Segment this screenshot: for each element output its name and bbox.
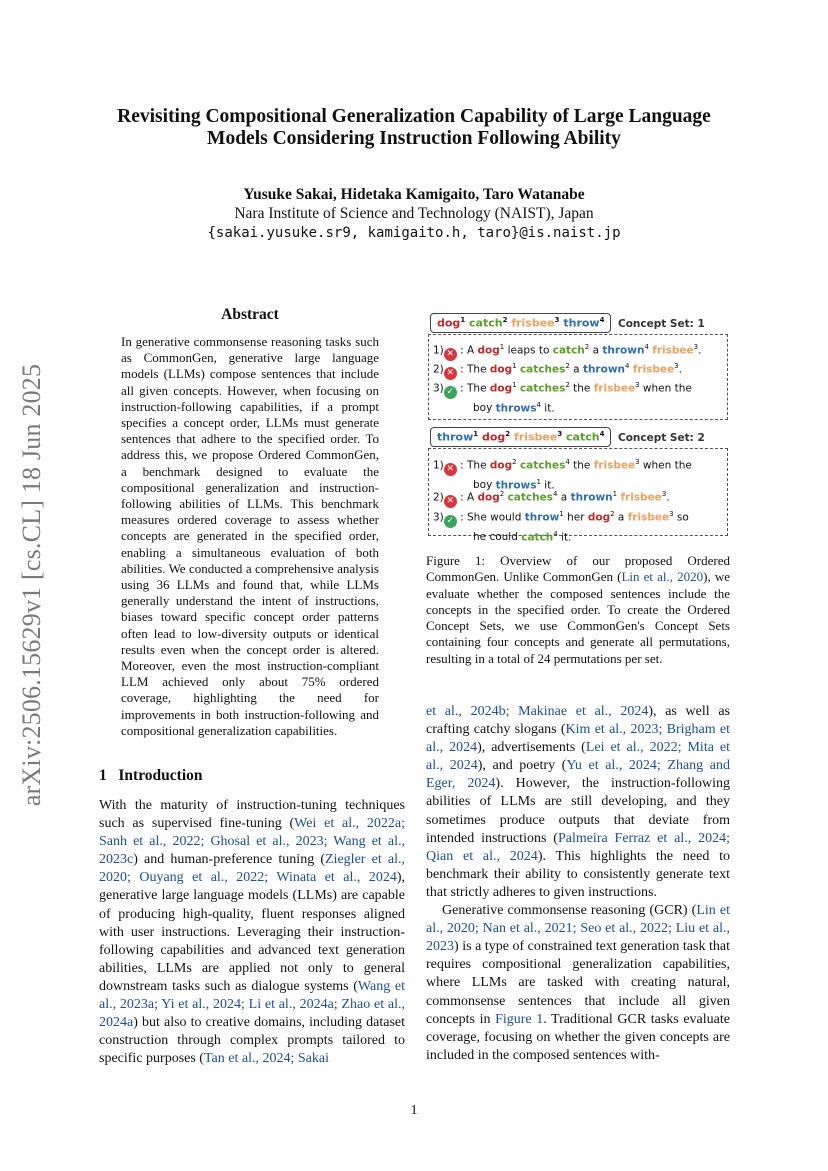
num: 1) <box>433 344 444 357</box>
set1-sentence-1 <box>433 341 701 361</box>
sup: 2 <box>505 430 511 438</box>
caption-text-1: Figure 1: Overview of our proposed Ordered CommonGen. Unlike CommonGen ( <box>426 553 730 585</box>
concept-frisbee: frisbee <box>511 316 555 330</box>
t: a <box>557 491 571 504</box>
sup: 1 <box>559 510 564 518</box>
affiliation: Nara Institute of Science and Technology (NAIST), Japan <box>234 205 594 222</box>
t: . <box>678 363 682 376</box>
citation-link[interactable]: Wang et al., 2023a; Yi et al., 2024; Li et al., 2024a; Zhao et al., 2024a <box>99 978 405 1031</box>
w: dog <box>489 363 513 376</box>
citation-link[interactable]: Ziegler et al., 2020; Ouyang et al., 2022; Winata et al., 2024 <box>99 852 405 886</box>
citation-link[interactable]: Lin et al., 2020; Nan et al., 2021; Seo et al., 2022; Liu et al., 2023 <box>426 903 730 955</box>
paper-title <box>100 106 728 150</box>
w: frisbee <box>652 344 694 357</box>
concept-frisbee: frisbee <box>513 430 558 444</box>
sup: 2 <box>512 458 517 466</box>
sup: 2 <box>499 490 505 498</box>
w: thrown <box>602 344 645 357</box>
w: frisbee <box>620 491 662 504</box>
sup: 1 <box>612 490 618 498</box>
concept-set-2-label: Concept Set: 2 <box>618 432 705 444</box>
section-heading-introduction <box>99 767 203 785</box>
check-icon: ✓ <box>444 386 457 399</box>
t: it. <box>557 531 572 543</box>
intro-text-1: With the maturity of instruction-tuning techniques such as supervised fine-tuning ( <box>99 798 405 832</box>
set1-sentence-3 <box>433 379 692 416</box>
concept-catch: catch <box>469 316 503 330</box>
sup: 4 <box>536 400 541 409</box>
sup: 3 <box>557 430 563 438</box>
sup: 3 <box>669 510 674 518</box>
w: dog <box>489 459 513 472</box>
w: throw <box>524 511 560 524</box>
sup: 2 <box>502 316 508 324</box>
concept-throw: throw <box>437 430 474 444</box>
w: thrown <box>582 363 625 376</box>
w: frisbee <box>627 511 670 524</box>
t: ), as well as crafting catchy slogans ( <box>426 704 730 738</box>
w: dog <box>489 382 513 395</box>
t: Generative commonsense reasoning (GCR) ( <box>442 903 697 919</box>
sup: 3 <box>554 316 560 324</box>
citation-link[interactable]: Kim et al., 2023; Brigham et al., 2024 <box>426 722 730 756</box>
cross-icon: ✕ <box>444 367 457 380</box>
sup: 3 <box>661 490 667 498</box>
num: 3) <box>433 511 444 524</box>
sup: 4 <box>599 430 605 438</box>
w: dog <box>587 511 611 524</box>
t: : She would <box>456 511 525 524</box>
w: throws <box>495 479 537 491</box>
t: he could <box>473 531 522 543</box>
sup: 4 <box>552 490 558 498</box>
citation-link[interactable]: et al., 2024b; Makinae et al., 2024 <box>426 704 649 719</box>
w: dog <box>477 491 500 504</box>
sup: 2 <box>584 343 590 351</box>
sup: 3 <box>693 343 699 351</box>
w: frisbee <box>632 363 675 376</box>
sup: 3 <box>674 362 679 370</box>
t: it. <box>540 402 555 414</box>
t: : The <box>456 382 490 395</box>
concept-set-1-label: Concept Set: 1 <box>618 318 705 330</box>
abstract-heading: Abstract <box>221 306 279 323</box>
concept-dog: dog <box>481 430 506 444</box>
concept-set-1-box <box>430 313 611 333</box>
t: ) is a type of constrained text generation task that requires compositional generalization capabilities, where LLMs are tasked with creating natural, commonsense sentences that include all given concepts in <box>426 939 730 1027</box>
concept-set-2-box <box>430 427 611 447</box>
t: . Traditional GCR tasks evaluate coverage, focusing on whether the given concepts are included in the composed sentences with- <box>426 1011 730 1063</box>
set2-sentence-3 <box>433 508 689 545</box>
intro-text-2: ) and human-preference tuning ( <box>133 852 326 868</box>
t: it. <box>540 479 555 491</box>
citation-link[interactable]: Yu et al., 2024; Zhang and Eger, 2024 <box>426 758 730 792</box>
sup: 2 <box>565 362 570 370</box>
concept-throw: throw <box>563 316 600 330</box>
w: frisbee <box>593 382 636 395</box>
authors: Yusuke Sakai, Hidetaka Kamigaito, Taro Watanabe <box>243 186 585 203</box>
set1-sentence-2 <box>433 360 682 380</box>
right-paragraph-1 <box>426 704 730 900</box>
caption-text-2: ), we evaluate whether the composed sentences include the concepts in the specified order. To create the Ordered Concept Sets, we use CommonGen's Concept Sets containing four concepts and generate all permutations, resulting in a total of 24 permutations per set. <box>426 569 730 666</box>
w: catch <box>552 344 585 357</box>
t: her <box>563 511 588 524</box>
t: when the <box>639 459 692 472</box>
w: catches <box>519 363 566 376</box>
introduction-paragraph <box>99 797 405 1068</box>
set2-sentence-2 <box>433 488 670 508</box>
t: ). However, the instruction-following abilities of LLMs are still developing, and they sometimes produce outputs that deviate from intended instructions ( <box>426 776 730 846</box>
sup: 4 <box>565 458 570 466</box>
t: : A <box>456 491 478 504</box>
figure-caption <box>426 553 730 667</box>
t: ), and poetry ( <box>477 758 567 774</box>
check-icon: ✓ <box>444 515 457 528</box>
abstract-text: In generative commonsense reasoning tasks such as CommonGen, generative large language models (LLMs) compose sentences that include all given concepts. However, when focusing on instruction-following capabilities, if a prompt specifies a concept order, LLMs must generate sentences that adhere to the specified order. To address this, we propose Ordered CommonGen, a benchmark designed to evaluate the compositional generalization and instruction-following abilities of LLMs. This benchmark measures ordered coverage to assess whether concepts are generated in the specified order, enabling a simultaneous evaluation of both abilities. We conducted a comprehensive analysis using 36 LLMs and found that, while LLMs generally understand the intent of instructions, biases toward specific concept order patterns often lead to low-diversity outputs or identical results even when the concept order is altered. Moreover, even the most instruction-compliant LLM achieved only about 75% ordered coverage, highlighting the need for improvements in both instruction-following and compositional generalization capabilities. <box>121 334 379 738</box>
num: 2) <box>433 491 444 504</box>
sup: 1 <box>473 430 479 438</box>
num: 3) <box>433 382 444 395</box>
figure-reference-link[interactable]: Figure 1 <box>495 1011 544 1027</box>
arxiv-id-text: arXiv:2506.15629v1 [cs.CL] 18 Jun 2025 <box>17 363 46 807</box>
sup: 3 <box>635 381 640 389</box>
citation-link[interactable]: Lei et al., 2022; Mita et al., 2024 <box>426 740 730 774</box>
section-title: Introduction <box>118 767 203 784</box>
sup: 4 <box>644 343 649 351</box>
intro-text-3: ), generative large language models (LLMs) are capable of producing high-quality, fluent responses aligned with user instructions. Leveraging their instruction-following capabilities and advanced text generation abilities, LLMs are applied not only to general downstream tasks such as dialogue systems ( <box>99 870 405 994</box>
sup: 1 <box>536 477 541 486</box>
t: so <box>673 511 689 524</box>
w: throws <box>495 402 537 414</box>
citation-link[interactable]: Tan et al., 2024; Sakai <box>203 1051 329 1067</box>
w: catches <box>519 382 566 395</box>
right-paragraph-2 <box>426 902 730 1065</box>
sup: 1 <box>499 343 505 351</box>
right-column-text <box>426 703 730 1065</box>
t: leaps to <box>504 344 553 357</box>
cross-icon: ✕ <box>444 348 457 361</box>
intro-text-4: ) but also to creative domains, including dataset construction through complex prompts tailored to specific purposes ( <box>99 1015 405 1067</box>
section-number: 1 <box>99 767 107 784</box>
t: : The <box>456 459 490 472</box>
sup: 4 <box>553 529 558 538</box>
arxiv-identifier <box>2 345 62 825</box>
citation-link[interactable]: Palmeira Ferraz et al., 2024; Qian et al., 2024 <box>426 830 731 864</box>
w: thrown <box>570 491 613 504</box>
sup: 1 <box>512 381 517 389</box>
sup: 4 <box>599 316 605 324</box>
w: frisbee <box>593 459 636 472</box>
w: dog <box>477 344 500 357</box>
num: 2) <box>433 363 444 376</box>
t: a <box>589 344 603 357</box>
w: catch <box>521 531 554 543</box>
title-line-2: Models Considering Instruction Following Ability <box>207 128 621 149</box>
concept-catch: catch <box>566 430 600 444</box>
title-line-1: Revisiting Compositional Generalization Capability of Large Language <box>117 106 711 127</box>
page-number: 1 <box>410 1103 418 1118</box>
t: a <box>614 511 628 524</box>
t: the <box>569 459 594 472</box>
t: : The <box>456 363 490 376</box>
w: catches <box>507 491 553 504</box>
t: : A <box>456 344 478 357</box>
t: ), advertisements ( <box>477 740 586 756</box>
email: {sakai.yusuke.sr9, kamigaito.h, taro}@is.naist.jp <box>207 225 621 241</box>
sup: 2 <box>610 510 615 518</box>
citation-link[interactable]: Lin et al., 2020 <box>621 569 704 585</box>
sup: 1 <box>460 316 466 324</box>
t: when the <box>639 382 692 395</box>
t: the <box>569 382 594 395</box>
citation-link[interactable]: Wei et al., 2022a; Sanh et al., 2022; Ghosal et al., 2023; Wang et al., 2023c <box>99 816 405 868</box>
w: catches <box>519 459 566 472</box>
concept-dog: dog <box>437 316 461 330</box>
t: ). This highlights the need to benchmark their ability to consistently generate text that strictly adheres to given instructions. <box>426 848 731 900</box>
t: boy <box>473 479 496 491</box>
sup: 4 <box>625 362 630 370</box>
sup: 2 <box>565 381 570 389</box>
num: 1) <box>433 459 444 472</box>
cross-icon: ✕ <box>444 495 457 508</box>
t: . <box>666 491 670 504</box>
sup: 3 <box>635 458 640 466</box>
sup: 1 <box>512 362 517 370</box>
t: boy <box>473 402 496 414</box>
t: . <box>698 344 702 357</box>
cross-icon: ✕ <box>444 463 457 476</box>
t: a <box>569 363 583 376</box>
